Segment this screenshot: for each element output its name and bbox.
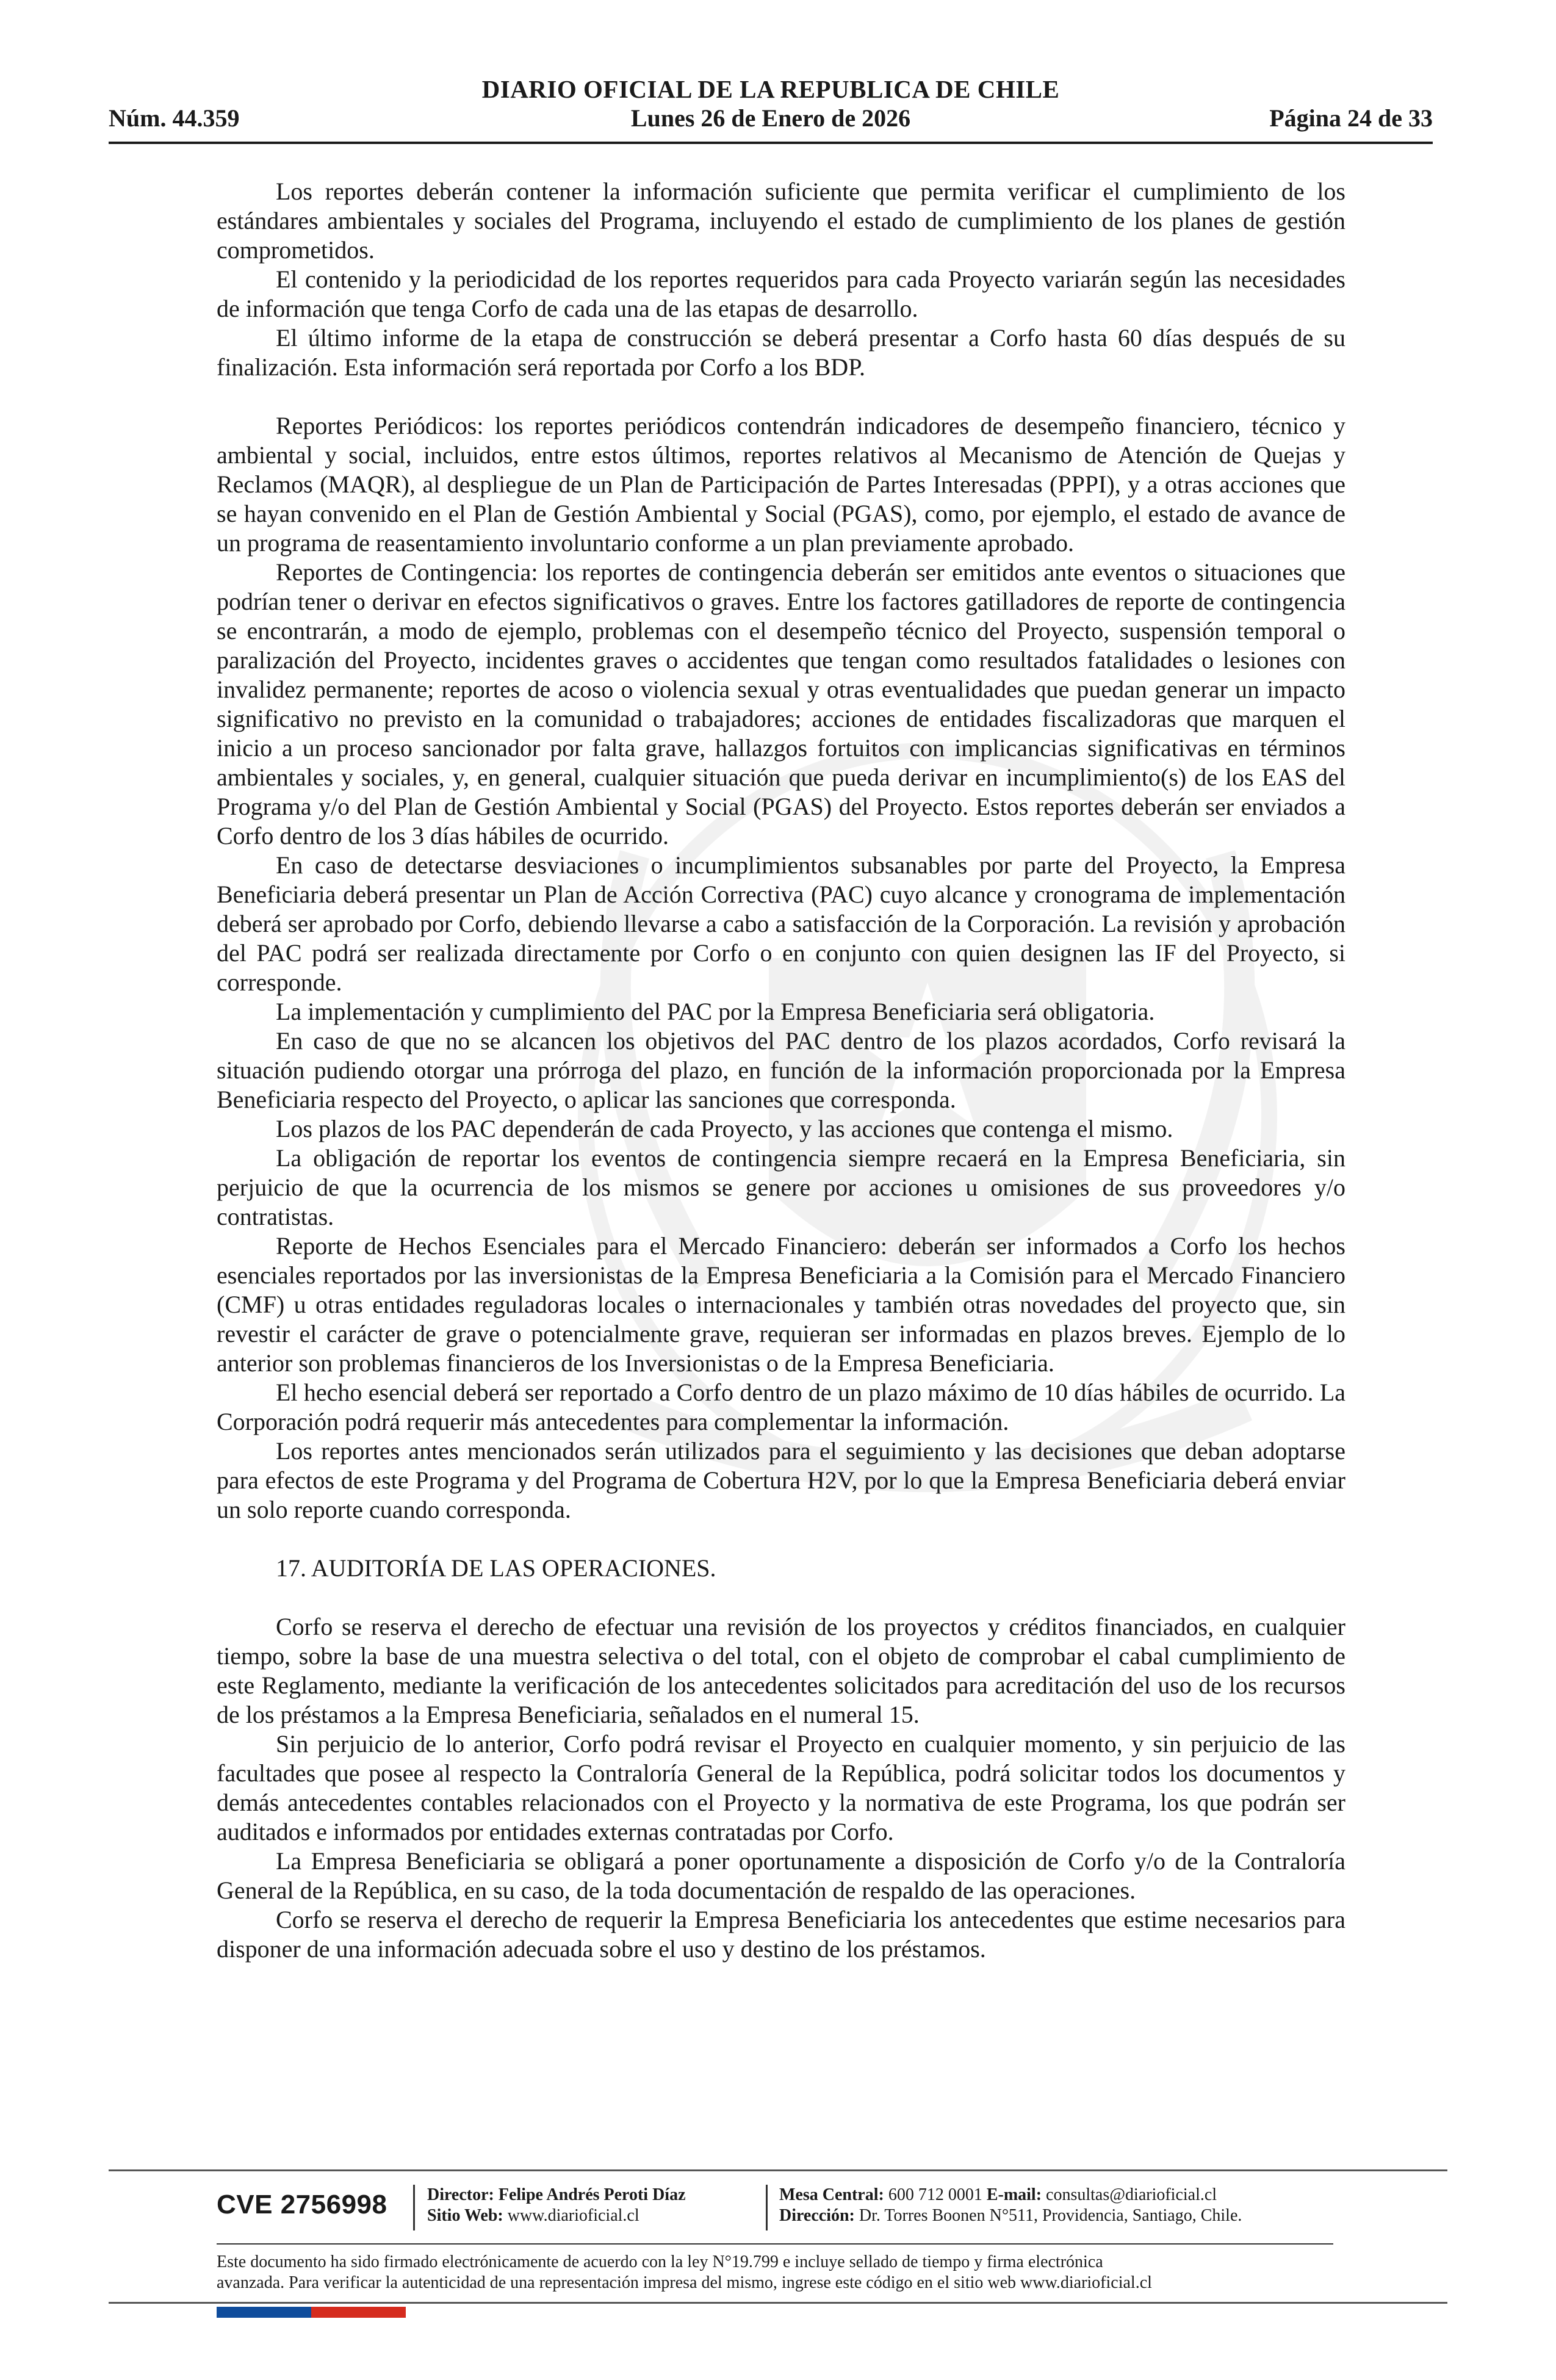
address-value: Dr. Torres Boonen N°511, Providencia, Santiago, Chile. bbox=[859, 2206, 1242, 2225]
paragraph: Corfo se reserva el derecho de efectuar una revisión de los proyectos y créditos financiados, en cualquier tiempo, sobre la base de una muestra selectiva o del total, con el objeto de comprobar el cabal cumplimiento de este Reglamento, mediante la verificación de los antecedentes solicitados para acreditación del uso de los recursos de los préstamos a la Empresa Beneficiaria, señalados en el numeral 15. bbox=[217, 1613, 1345, 1728]
director-name: Felipe Andrés Peroti Díaz bbox=[498, 2185, 686, 2204]
issue-date: Lunes 26 de Enero de 2026 bbox=[630, 104, 911, 132]
paragraph: La Empresa Beneficiaria se obligará a poner oportunamente a disposición de Corfo y/o de la Contraloría General de la República, en su caso, de la toda documentación de respaldo de las operaciones. bbox=[217, 1847, 1345, 1904]
footer-rule-bottom bbox=[109, 2302, 1447, 2304]
signature-note-line: avanzada. Para verificar la autenticidad de una representación impresa del mismo, ingrese este código en el sitio web www.diarioficial.cl bbox=[217, 2273, 1152, 2292]
phone-value: 600 712 0001 bbox=[888, 2185, 982, 2204]
paragraph-gap bbox=[217, 382, 1345, 411]
page-number: Página 24 de 33 bbox=[1269, 104, 1433, 132]
paragraph: El contenido y la periodicidad de los reportes requeridos para cada Proyecto variarán según las necesidades de información que tenga Corfo de cada una de las etapas de desarrollo. bbox=[217, 265, 1345, 322]
paragraph: Sin perjuicio de lo anterior, Corfo podrá revisar el Proyecto en cualquier momento, y sin perjuicio de las facultades que posee al respecto la Contraloría General de la República, podrá solicitar todos los documentos y demás antecedentes contables relacionados con el Proyecto y la normativa de este Programa, los que podrán ser auditados e informados por entidades externas contratadas por Corfo. bbox=[217, 1730, 1345, 1845]
director-label: Director: bbox=[427, 2185, 494, 2204]
document-body bbox=[217, 177, 1345, 1964]
page-header bbox=[109, 74, 1433, 142]
signature-note bbox=[217, 2252, 1345, 2293]
paragraph: Reporte de Hechos Esenciales para el Mercado Financiero: deberán ser informados a Corfo los hechos esenciales reportados por las inversionistas de la Empresa Beneficiaria a la Comisión para el Mercado Financiero (CMF) u otras entidades reguladoras locales o internacionales y también otras novedades del proyecto que, sin revestir el carácter de grave o potencialmente grave, requieran ser informadas en plazos breves. Ejemplo de lo anterior son problemas financieros de los Inversionistas o de la Empresa Beneficiaria. bbox=[217, 1232, 1345, 1377]
header-rule bbox=[109, 142, 1433, 144]
flag-bar-blue bbox=[217, 2307, 311, 2318]
address-label: Dirección: bbox=[779, 2206, 855, 2225]
phone-label: Mesa Central: bbox=[779, 2185, 884, 2204]
paragraph-gap bbox=[217, 1524, 1345, 1554]
footer-rule-middle bbox=[217, 2243, 1333, 2245]
paragraph: Los plazos de los PAC dependerán de cada Proyecto, y las acciones que contenga el mismo. bbox=[276, 1115, 1173, 1142]
footer-director-block bbox=[427, 2185, 686, 2226]
paragraph: El hecho esencial deberá ser reportado a Corfo dentro de un plazo máximo de 10 días hábiles de ocurrido. La Corporación podrá requerir más antecedentes para complementar la información. bbox=[217, 1379, 1345, 1435]
section-heading: 17. AUDITORÍA DE LAS OPERACIONES. bbox=[276, 1554, 716, 1582]
site-label: Sitio Web: bbox=[427, 2206, 503, 2225]
footer-separator bbox=[413, 2185, 415, 2230]
paragraph: La obligación de reportar los eventos de contingencia siempre recaerá en la Empresa Beneficiaria, sin perjuicio de que la ocurrencia de los mismos se genere por acciones u omisiones de sus proveedores y/o contratistas. bbox=[217, 1144, 1345, 1230]
paragraph: En caso de que no se alcancen los objetivos del PAC dentro de los plazos acordados, Corfo revisará la situación pudiendo otorgar una prórroga del plazo, en función de la información proporcionada por la Empresa Beneficiaria respecto del Proyecto, o aplicar las sanciones que corresponda. bbox=[217, 1027, 1345, 1113]
footer-rule-top bbox=[109, 2169, 1447, 2171]
newspaper-title: DIARIO OFICIAL DE LA REPUBLICA DE CHILE bbox=[481, 75, 1060, 103]
paragraph: Reportes de Contingencia: los reportes de contingencia deberán ser emitidos ante eventos o situaciones que podrían tener o derivar en efectos significativos o graves. Entre los factores gatilladores de reporte de contingencia se encontrarán, a modo de ejemplo, problemas con el desempeño técnico del Proyecto, suspensión temporal o paralización del Proyecto, incidentes graves o accidentes que tengan como resultados fatalidades o lesiones con invalidez permanente; reportes de acoso o violencia sexual y otras eventualidades que puedan generar un impacto significativo no previsto en la comunidad o trabajadores; acciones de entidades fiscalizadoras que marquen el inicio a un proceso sancionador por falta grave, hallazgos fortuitos con implicancias significativas en términos ambientales y sociales, y, en general, cualquier situación que pueda derivar en incumplimiento(s) de los EAS del Programa y/o del Plan de Gestión Ambiental y Social (PGAS) del Proyecto. Estos reportes deberán ser enviados a Corfo dentro de los 3 días hábiles de ocurrido. bbox=[217, 558, 1345, 849]
email-link[interactable]: consultas@diarioficial.cl bbox=[1046, 2185, 1217, 2204]
site-link[interactable]: www.diarioficial.cl bbox=[507, 2206, 639, 2225]
paragraph: Los reportes deberán contener la información suficiente que permita verificar el cumplimiento de los estándares ambientales y sociales del Programa, incluyendo el estado de cumplimiento de los planes de gestión comprometidos. bbox=[217, 178, 1345, 264]
paragraph: Reportes Periódicos: los reportes periódicos contendrán indicadores de desempeño financiero, técnico y ambiental y social, incluidos, entre estos últimos, reportes relativos al Mecanismo de Atención de Quejas y Reclamos (MAQR), al despliegue de un Plan de Participación de Partes Interesadas (PPPI), y a otras acciones que se hayan convenido en el Plan de Gestión Ambiental y Social (PGAS), como, por ejemplo, el estado de avance de un programa de reasentamiento involuntario conforme a un plan previamente aprobado. bbox=[217, 412, 1345, 557]
page-footer bbox=[217, 2179, 1345, 2246]
paragraph: En caso de detectarse desviaciones o incumplimientos subsanables por parte del Proyecto, la Empresa Beneficiaria deberá presentar un Plan de Acción Correctiva (PAC) cuyo alcance y cronograma de implementación deberá ser aprobado por Corfo, debiendo llevarse a cabo a satisfacción de la Corporación. La revisión y aprobación del PAC podrá ser realizada directamente por Corfo o en conjunto con quien designen las IF del Proyecto, si corresponde. bbox=[217, 851, 1345, 996]
signature-note-line: Este documento ha sido firmado electrónicamente de acuerdo con la ley N°19.799 e incluye sellado de tiempo y firma electrónica bbox=[217, 2252, 1103, 2271]
paragraph-gap bbox=[217, 1583, 1345, 1612]
footer-contact-block bbox=[779, 2185, 1242, 2226]
issue-number: Núm. 44.359 bbox=[109, 104, 240, 132]
paragraph: La implementación y cumplimiento del PAC por la Empresa Beneficiaria será obligatoria. bbox=[276, 998, 1155, 1025]
cve-code: CVE 2756998 bbox=[217, 2190, 387, 2220]
flag-bar-red bbox=[311, 2307, 406, 2318]
email-label: E-mail: bbox=[986, 2185, 1042, 2204]
paragraph: El último informe de la etapa de construcción se deberá presentar a Corfo hasta 60 días después de su finalización. Esta información será reportada por Corfo a los BDP. bbox=[217, 324, 1345, 381]
footer-separator bbox=[766, 2185, 768, 2230]
paragraph: Los reportes antes mencionados serán utilizados para el seguimiento y las decisiones que deban adoptarse para efectos de este Programa y del Programa de Cobertura H2V, por lo que la Empresa Beneficiaria deberá enviar un solo reporte cuando corresponda. bbox=[217, 1437, 1345, 1523]
paragraph: Corfo se reserva el derecho de requerir la Empresa Beneficiaria los antecedentes que estime necesarios para disponer de una información adecuada sobre el uso y destino de los préstamos. bbox=[217, 1906, 1345, 1963]
